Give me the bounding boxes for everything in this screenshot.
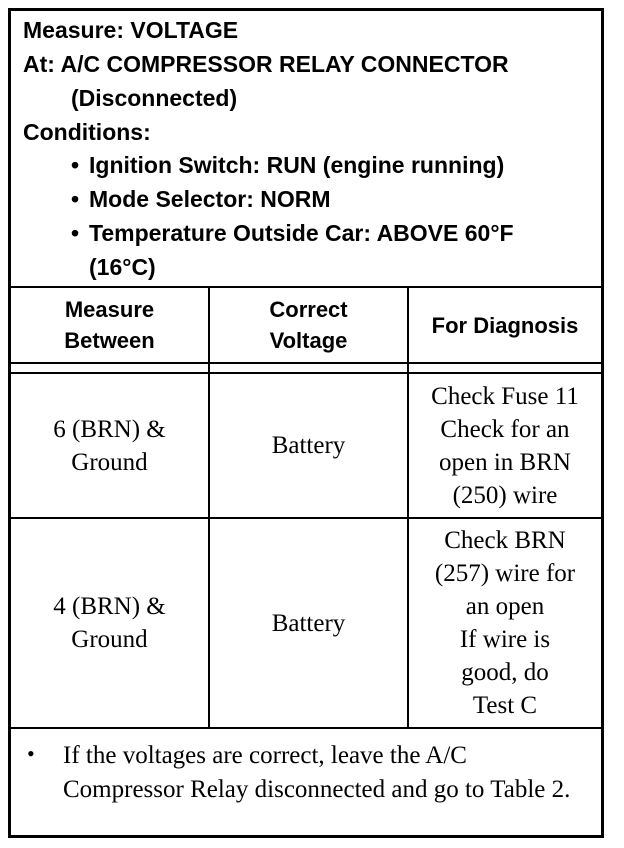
condition-text: Mode Selector: NORM	[89, 186, 331, 212]
at-note: (Disconnected)	[71, 85, 238, 111]
cell-diagnosis: Check BRN (257) wire for an open If wire is good, do Test C	[434, 527, 576, 719]
column-header-for-diagnosis: For Diagnosis	[431, 312, 579, 338]
condition-text: Ignition Switch: RUN (engine running)	[89, 152, 505, 178]
measure-line: Measure: VOLTAGE	[23, 17, 239, 43]
cell-measure-between: 4 (BRN) & Ground	[53, 593, 166, 653]
test-header	[11, 11, 601, 286]
voltage-test-card	[8, 8, 604, 838]
bullet-icon: •	[71, 152, 80, 178]
footer-note-text: If the voltages are correct, leave the A/C Compressor Relay disconnected and go to Table 2.	[63, 742, 571, 803]
condition-item	[71, 152, 504, 179]
condition-item	[71, 186, 331, 213]
column-header-measure-between: Measure Between	[64, 297, 155, 353]
at-line: At: A/C COMPRESSOR RELAY CONNECTOR	[23, 51, 509, 77]
table-bottom-divider	[11, 727, 601, 729]
cell-correct-voltage: Battery	[271, 609, 346, 637]
cell-diagnosis: Check Fuse 11 Check for an open in BRN (250) wire	[431, 382, 579, 509]
bullet-icon: •	[71, 220, 80, 246]
footer-note	[11, 731, 601, 835]
conditions-label: Conditions:	[23, 119, 151, 145]
condition-item	[71, 220, 514, 247]
column-header-divider	[11, 362, 601, 364]
cell-measure-between: 6 (BRN) & Ground	[53, 415, 166, 476]
column-header-correct-voltage: Correct Voltage	[269, 297, 348, 353]
condition-text: Temperature Outside Car: ABOVE 60°F	[89, 220, 514, 246]
bullet-icon: •	[71, 186, 80, 212]
cell-correct-voltage: Battery	[271, 432, 346, 459]
bullet-icon: •	[27, 741, 35, 766]
condition-continuation: (16°C)	[89, 254, 156, 280]
